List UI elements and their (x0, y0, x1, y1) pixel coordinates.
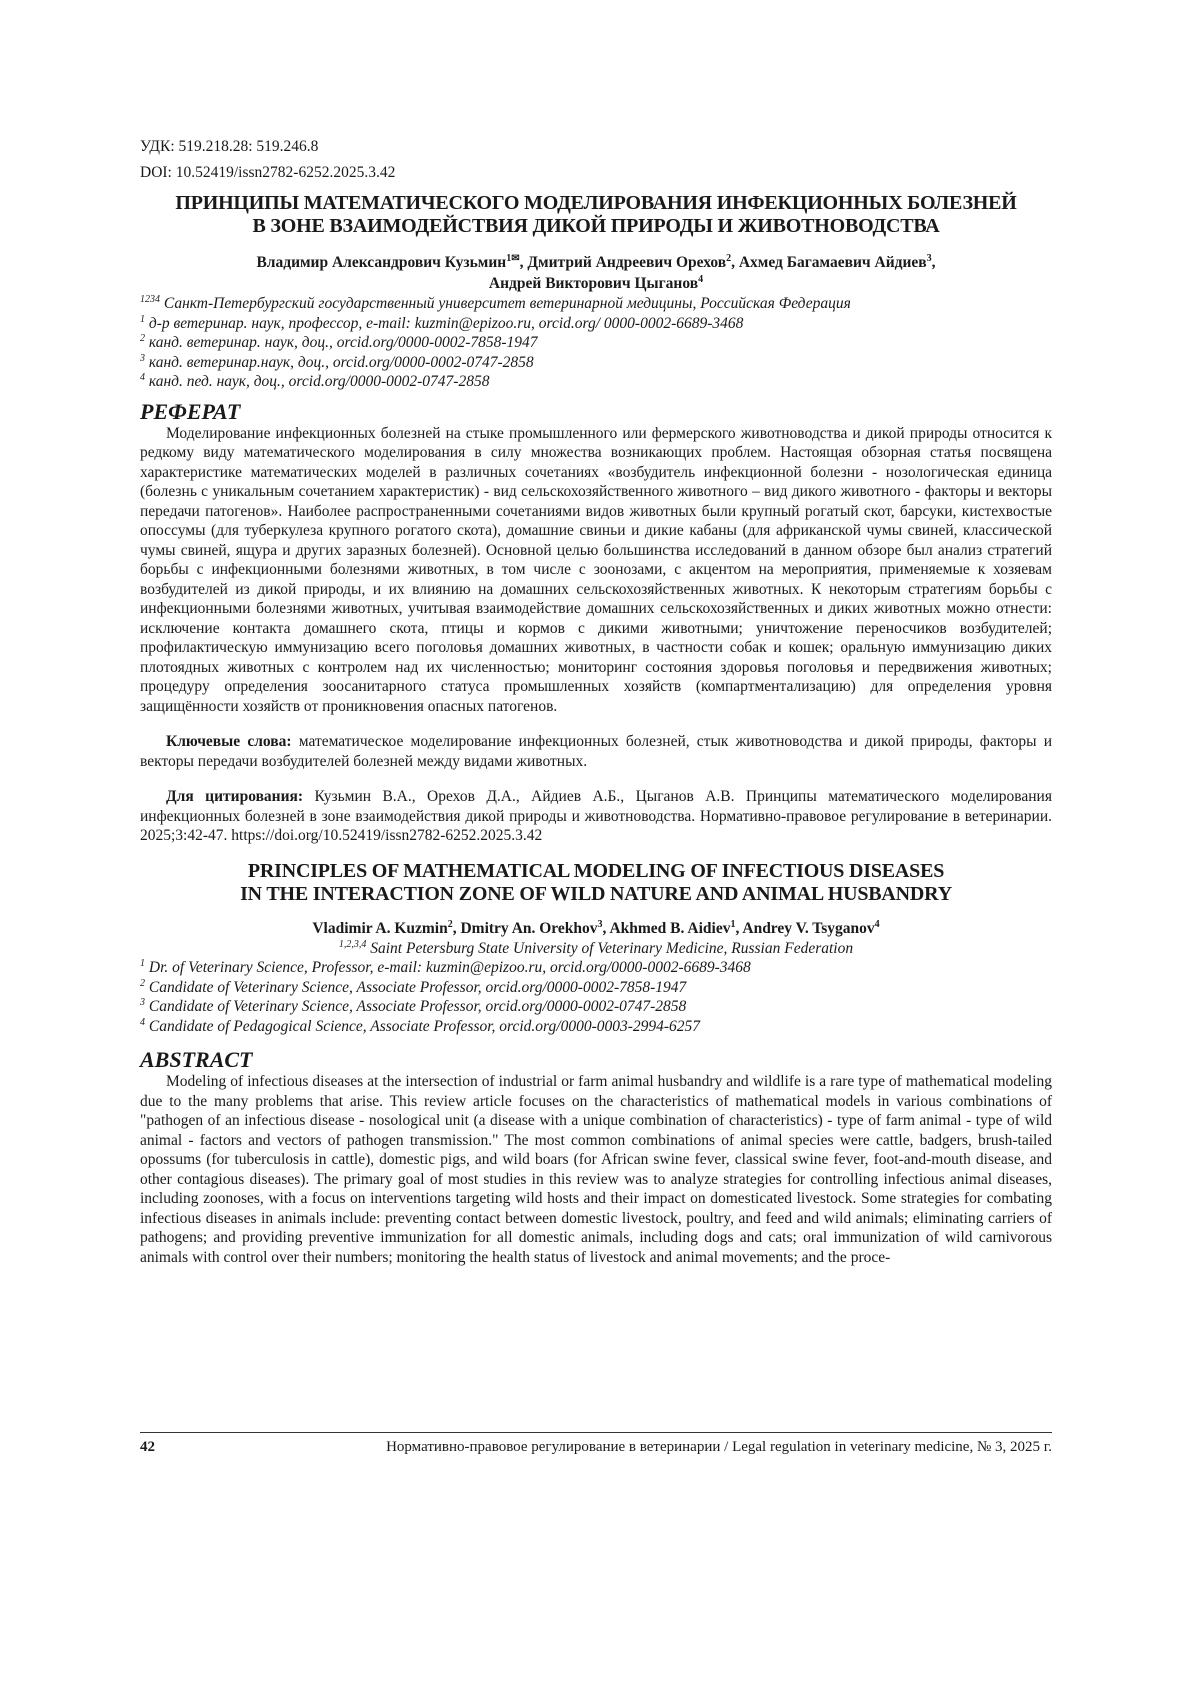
ru-abstract-heading: РЕФЕРАТ (140, 400, 1052, 424)
doi: DOI: 10.52419/issn2782-6252.2025.3.42 (140, 160, 1052, 186)
article-page (140, 134, 1052, 1267)
en-abstract: Modeling of infectious diseases at the intersection of industrial or farm animal husbandry and wildlife is a rare type of mathematical modeling due to the many problems that arise. This review article focuses on the characteristics of mathematical models in various combinations of "pathogen of an infectious disease - nosological unit (a disease with a unique combination of characteristics) - type of farm animal - type of wild animal - factors and vectors of pathogen transmission." The most common combinations of animal species were cattle, badgers, brush-tailed opossums (for tuberculosis in cattle), domestic pigs, and wild boars (for African swine fever, classical swine fever, foot-and-mouth disease, and other contagious diseases). The primary goal of most studies in this review was to analyze strategies for controlling infectious animal diseases, including zoonoses, with a focus on interventions targeting wild hosts and their impact on domesticated livestock. Some strategies for combating infectious diseases in animals include: preventing contact between domestic livestock, poultry, and feed and wild animals; eliminating carriers of pathogens; and providing preventive immunization for all domestic animals, including dogs and cats; oral immunization of wild carnivorous animals with control over their numbers; monitoring the health status of livestock and animal movements; and the proce- (140, 1072, 1052, 1267)
ru-affiliations: 1234 Санкт-Петербургский государственный университет ветеринарной медицины, Российская Федерация 1 д-р ветеринар. наук, профессор, e-mail: kuzmin@epizoo.ru, orcid.org/ 0000-0002-6689-3468 2 канд. ветеринар. наук, доц., orcid.org/0000-0002-7858-1947 3 канд. ветеринар.наук, доц., orcid.org/0000-0002-0747-2858 4 канд. пед. наук, доц., orcid.org/0000-0002-0747-2858 (140, 294, 1052, 392)
ru-abstract: Моделирование инфекционных болезней на стыке промышленного или фермерского животноводства и дикой природы относится к редкому виду математического моделирования в силу множества возникающих проблем. Настоящая обзорная статья посвящена характеристике математических моделей в различных сочетаниях «возбудитель инфекционной болезни - нозологическая единица (болезнь с уникальным сочетанием характеристик) - вид сельскохозяйственного животного – вид дикого животного - факторы и векторы передачи патогенов». Наиболее распространенными сочетаниями видов животных были крупный рогатый скот, барсуки, кистехвостые опоссумы (для туберкулеза крупного рогатого скота), домашние свиньи и дикие кабаны (для африканской чумы свиней, классической чумы свиней, ящура и других заразных болезней). Основной целью большинства исследований в данном обзоре был анализ стратегий борьбы с инфекционными болезнями животных, в том числе с зоонозами, с акцентом на мероприятия, применяемые к хозяевам возбудителей из дикой природы, и их влиянию на домашних сельскохозяйственных животных. К некоторым стратегиям борьбы с инфекционными болезнями животных, учитывая взаимодействие домашних сельскохозяйственных и диких животных можно отнести: исключение контакта домашнего скота, птицы и кормов с дикими животными; уничтожение переносчиков возбудителей; профилактическую иммунизацию всего поголовья домашних животных, в частности собак и кошек; оральную иммунизацию диких плотоядных животных с контролем над их численностью; мониторинг состояния здоровья поголовья и передвижения животных; процедуру определения зоосанитарного статуса промышленных хозяйств (компартментализацию) для определения уровня защищённости хозяйств от проникновения опасных патогенов. (140, 424, 1052, 717)
journal-name: Нормативно-правовое регулирование в ветеринарии / Legal regulation in veterinary medicine, № 3, 2025 г. (210, 1439, 1052, 1456)
page-number: 42 (140, 1439, 210, 1456)
en-title: PRINCIPLES OF MATHEMATICAL MODELING OF INFECTIOUS DISEASES IN THE INTERACTION ZONE OF WILD NATURE AND ANIMAL HUSBANDRY (140, 860, 1052, 906)
ru-citation: Для цитирования: Кузьмин В.А., Орехов Д.А., Айдиев А.Б., Цыганов А.В. Принципы математического моделирования инфекционных болезней в зоне взаимодействия дикой природы и животноводства. Нормативно-правовое регулирование в ветеринарии. 2025;3:42-47. https://doi.org/10.52419/issn2782-6252.2025.3.42 (140, 787, 1052, 846)
ru-title: ПРИНЦИПЫ МАТЕМАТИЧЕСКОГО МОДЕЛИРОВАНИЯ ИНФЕКЦИОННЫХ БОЛЕЗНЕЙ В ЗОНЕ ВЗАИМОДЕЙСТВИЯ ДИКОЙ ПРИРОДЫ И ЖИВОТНОВОДСТВА (140, 192, 1052, 238)
ru-keywords: Ключевые слова: математическое моделирование инфекционных болезней, стык животноводства и дикой природы, факторы и векторы передачи возбудителей болезней между видами животных. (140, 732, 1052, 771)
udk: УДК: 519.218.28: 519.246.8 (140, 134, 1052, 160)
en-authors: Vladimir A. Kuzmin2, Dmitry An. Orekhov3, Akhmed B. Aidiev1, Andrey V. Tsyganov4 (140, 918, 1052, 939)
ru-authors: Владимир Александрович Кузьмин1✉, Дмитрий Андреевич Орехов2, Ахмед Багамаевич Айдиев3, Андрей Викторович Цыганов4 (140, 252, 1052, 294)
en-abstract-heading: ABSTRACT (140, 1048, 1052, 1072)
en-affiliations: 1,2,3,4 Saint Petersburg State University of Veterinary Medicine, Russian Federation 1 Dr. of Veterinary Science, Professor, e-mail: kuzmin@epizoo.ru, orcid.org/0000-0002-6689-3468 2 Candidate of Veterinary Science, Associate Professor, orcid.org/0000-0002-7858-1947 3 Candidate of Veterinary Science, Associate Professor, orcid.org/0000-0002-0747-2858 4 Candidate of Pedagogical Science, Associate Professor, orcid.org/0000-0003-2994-6257 (140, 939, 1052, 1037)
page-footer (140, 1432, 1052, 1456)
